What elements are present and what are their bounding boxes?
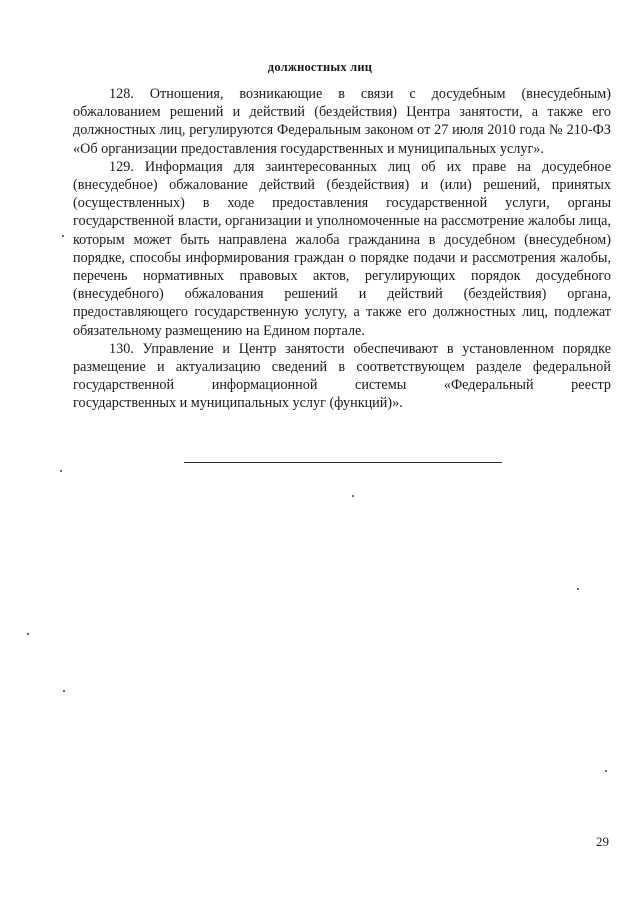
- scan-speck: [577, 588, 579, 590]
- scan-speck: [62, 235, 64, 237]
- scan-speck: [27, 633, 29, 635]
- paragraph-128: 128. Отношения, возникающие в связи с досудебным (внесудебным) обжалованием решений и действий (бездействия) Центра занятости, а также его должностных лиц, регулируются Федеральным законом от 27 июля 2010 года № 210-ФЗ «Об организации предоставления государственных и муниципальных услуг».: [73, 86, 611, 157]
- paragraph-130-text: 130. Управление и Центр занятости обеспечивают в установленном порядке размещение и актуализацию сведений в соответствующем разделе федеральной государственной информационной системы «Федеральный реестр: [73, 340, 611, 394]
- end-divider-line: [184, 462, 502, 463]
- scan-speck: [60, 470, 62, 472]
- page-number: 29: [596, 834, 609, 849]
- paragraph-130-last-line: государственных и муниципальных услуг (функций)».: [73, 395, 403, 412]
- paragraph-130: [73, 340, 611, 413]
- scan-speck: [63, 690, 65, 692]
- paragraph-129: 129. Информация для заинтересованных лиц об их праве на досудебное (внесудебное) обжалование действий (бездействия) и (или) решений, принятых (осуществленных) в ходе предоставления государственной услуги, органы государственной власти, организации и уполномоченные на рассмотрение жалобы лица, которым может быть направлена жалоба гражданина в досудебном (внесудебном) порядке, способы информирования граждан о порядке подачи и рассмотрения жалобы, перечень нормативных правовых актов, регулирующих порядок досудебного (внесудебного) обжалования решений и действий (бездействия) органа, предоставляющего государственную услугу, а также его должностных лиц, подлежат обязательному размещению на Едином портале.: [73, 158, 611, 339]
- section-heading: должностных лиц: [267, 60, 373, 74]
- scan-speck: [352, 495, 354, 497]
- document-body: [73, 85, 611, 413]
- scan-speck: [605, 770, 607, 772]
